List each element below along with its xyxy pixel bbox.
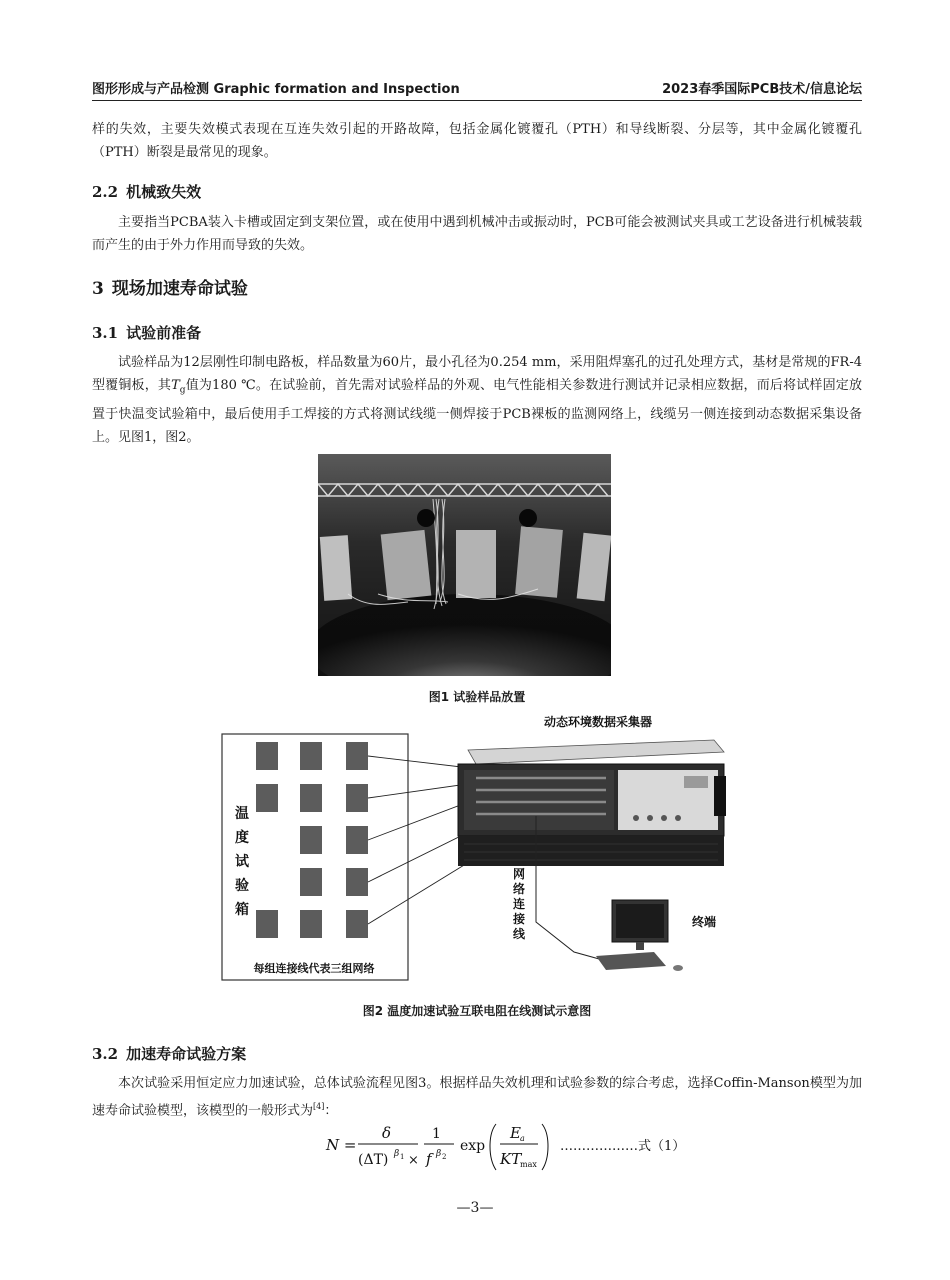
section-title: 试验前准备 [126, 324, 202, 342]
equation-beta1-sub: 1 [400, 1153, 405, 1161]
cable-label-char: 线 [512, 927, 526, 941]
temperature-chamber-box [222, 734, 408, 980]
sample-block [346, 784, 368, 812]
equation-beta2: β [436, 1149, 442, 1159]
collector-label: 动态环境数据采集器 [543, 715, 653, 729]
pcb-board [381, 530, 432, 600]
group-note: 每组连接线代表三组网络 [253, 962, 375, 975]
page-number: —3— [456, 1200, 494, 1216]
section-2-2-body: 主要指当PCBA装入卡槽或固定到支架位置，或在使用中遇到机械冲击或振动时，PCB可能会被测试夹具或工艺设备进行机械装载而产生的由于外力作用而导致的失效。 [92, 215, 862, 253]
equation-label: ………………式（1） [560, 1139, 686, 1154]
terminal-label: 终端 [692, 915, 717, 929]
sample-block [300, 910, 322, 938]
citation-ref: [4] [313, 1102, 325, 1111]
sample-block [346, 868, 368, 896]
body-text: 值为180 ℃。在试验前，首先需对试验样品的外观、电气性能相关参数进行测试并记录相应数据，而后将试样固定放置于快温变试验箱中，最后使用手工焊接的方式将测试线缆一侧焊接于PCB裸板的监测网络上，线缆另一侧连接到动态数据采集设备上。见图1，图2。 [92, 378, 862, 445]
pcb-board [320, 535, 352, 601]
chamber-label-char: 温 [235, 806, 249, 822]
chamber-port [417, 509, 435, 527]
cable-vertical-label [512, 867, 526, 941]
sample-block [346, 742, 368, 770]
cable-label-char: 接 [512, 912, 526, 926]
body-text: 本次试验采用恒定应力加速试验，总体试验流程见图3。根据样品失效机理和试验参数的综合考虑，选择Coffin-Manson模型为加速寿命试验模型，该模型的一般形式为 [92, 1076, 862, 1119]
figure-2-diagram [214, 712, 730, 990]
sample-block [346, 910, 368, 938]
equation-times: × [408, 1153, 419, 1168]
equation-f: f [426, 1150, 432, 1168]
chamber-label-char: 箱 [235, 902, 249, 918]
sample-block [300, 742, 322, 770]
header-forum-title: 2023春季国际PCB技术/信息论坛 [662, 82, 862, 97]
chamber-port [519, 509, 537, 527]
cable-label-char: 网 [512, 867, 526, 881]
body-text: ： [324, 1103, 338, 1119]
sample-block [256, 742, 278, 770]
pcb-board [456, 530, 496, 598]
chamber-vertical-label [235, 805, 250, 918]
cable-label-char: 络 [512, 882, 526, 896]
section-number: 2.2 [92, 183, 119, 201]
equation-KT-sub: max [520, 1160, 537, 1169]
section-2-2-heading [92, 181, 201, 202]
section-3-2-heading [92, 1043, 246, 1064]
section-3-1-body [92, 351, 862, 449]
figure-1-caption: 图1 试验样品放置 [428, 690, 526, 704]
page-header [92, 76, 862, 98]
terminal-computer [596, 900, 683, 971]
section-number: 3.1 [92, 324, 119, 342]
section-number: 3 [92, 279, 104, 299]
figure-2-caption: 图2 温度加速试验互联电阻在线测试示意图 [362, 1004, 592, 1018]
figure-1-photo [318, 454, 611, 676]
sample-block [300, 826, 322, 854]
sample-block [256, 910, 278, 938]
equation-1 [320, 1116, 700, 1176]
section-3-2-body [92, 1072, 862, 1122]
chamber-label-char: 试 [235, 854, 249, 870]
sample-block [300, 868, 322, 896]
header-divider [92, 100, 862, 101]
chamber-label-char: 度 [235, 830, 249, 846]
intro-paragraph: 样的失效，主要失效模式表现在互连失效引起的开路故障，包括金属化镀覆孔（PTH）和导线断裂、分层等，其中金属化镀覆孔（PTH）断裂是最常见的现象。 [92, 122, 862, 160]
sample-block [300, 784, 322, 812]
tg-subscript: g [179, 385, 186, 396]
data-collector [458, 740, 726, 866]
equation-exp: exp [460, 1138, 486, 1154]
section-number: 3.2 [92, 1045, 119, 1063]
section-3-heading [92, 274, 248, 299]
chamber-label-char: 验 [235, 878, 249, 894]
equation-beta1: β [394, 1149, 400, 1159]
tg-symbol: T [171, 378, 180, 393]
equation-one: 1 [432, 1126, 441, 1142]
sample-block [256, 784, 278, 812]
equation-Ea-sub: a [520, 1134, 525, 1143]
equation-KT: KT [500, 1150, 522, 1168]
equation-delta-T: (ΔT) [358, 1152, 389, 1168]
header-section-title: 图形形成与产品检测 Graphic formation and Inspection [92, 82, 460, 97]
equation-delta: δ [382, 1124, 392, 1142]
sample-block [346, 826, 368, 854]
body-text: 试验样品为12层刚性印制电路板，样品数量为60片，最小孔径为0.254 mm，采用阻焊塞孔的过孔处理方式，基材是常规的FR-4型覆铜板，其 [92, 355, 862, 393]
section-title: 机械致失效 [126, 183, 202, 201]
equation-Ea: E [510, 1124, 521, 1142]
equation-lhs: N = [326, 1136, 357, 1154]
equation-beta2-sub: 2 [442, 1153, 447, 1161]
pcb-board [515, 526, 563, 597]
section-title: 加速寿命试验方案 [126, 1045, 247, 1063]
cable-label-char: 连 [512, 897, 526, 911]
section-3-1-heading [92, 322, 201, 343]
section-title: 现场加速寿命试验 [111, 279, 248, 299]
